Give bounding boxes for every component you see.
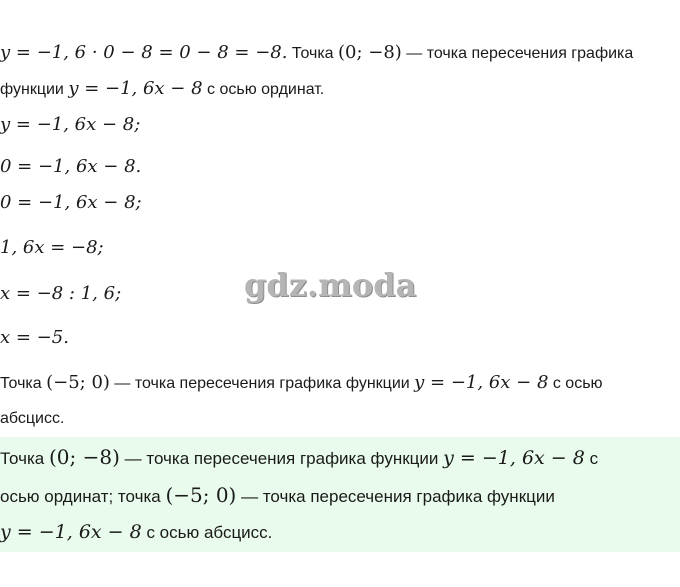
answer-block	[0, 437, 680, 552]
equation-y-at-zero: y = −1, 6 · 0 − 8 = 0 − 8 = −8.	[0, 42, 288, 63]
text-s-osyu: с осью	[548, 375, 603, 392]
text-function: функции	[0, 81, 69, 98]
answer-text-s: с	[584, 449, 599, 468]
answer-text-intersection: — точка пересечения графика функции	[119, 449, 444, 468]
answer-point-0-minus8: (0; −8)	[48, 445, 120, 469]
text-tochka: Точка	[287, 45, 339, 62]
solution-line-3: y = −1, 6x − 8;	[0, 114, 141, 135]
answer-text-abscissa: с осью абсцисс.	[141, 523, 273, 542]
answer-line-1	[0, 445, 598, 469]
function-formula-2: y = −1, 6x − 8	[414, 372, 549, 393]
text-ordinate: с осью ординат.	[202, 81, 325, 98]
answer-text-ordinate: осью ординат; точка	[0, 487, 166, 506]
point-minus5-0: (−5; 0)	[46, 372, 110, 393]
solution-line-10: абсцисс.	[0, 410, 65, 427]
solution-line-2	[0, 78, 324, 99]
solution-line-5: 0 = −1, 6x − 8;	[0, 192, 142, 213]
point-0-minus8: (0; −8)	[338, 42, 402, 63]
solution-line-4: 0 = −1, 6x − 8.	[0, 156, 142, 177]
answer-text-intersection-2: — точка пересечения графика функции	[236, 487, 555, 506]
solution-line-8: x = −5.	[0, 327, 69, 348]
answer-text-tochka: Точка	[0, 449, 49, 468]
answer-line-2	[0, 483, 555, 507]
answer-function-formula-2: y = −1, 6x − 8	[0, 521, 142, 543]
answer-function-formula: y = −1, 6x − 8	[443, 447, 585, 469]
answer-line-3	[0, 521, 272, 543]
text-intersection: — точка пересечения графика	[401, 45, 634, 62]
solution-line-7: x = −8 : 1, 6;	[0, 283, 122, 304]
text-intersection-2: — точка пересечения графика функции	[109, 375, 415, 392]
text-tochka-2: Точка	[0, 375, 47, 392]
solution-line-1	[0, 42, 633, 63]
solution-line-9	[0, 372, 603, 393]
solution-line-6: 1, 6x = −8;	[0, 237, 104, 258]
watermark-logo: gdz.moda	[244, 266, 417, 304]
function-formula: y = −1, 6x − 8	[68, 78, 203, 99]
answer-point-minus5-0: (−5; 0)	[165, 483, 237, 507]
